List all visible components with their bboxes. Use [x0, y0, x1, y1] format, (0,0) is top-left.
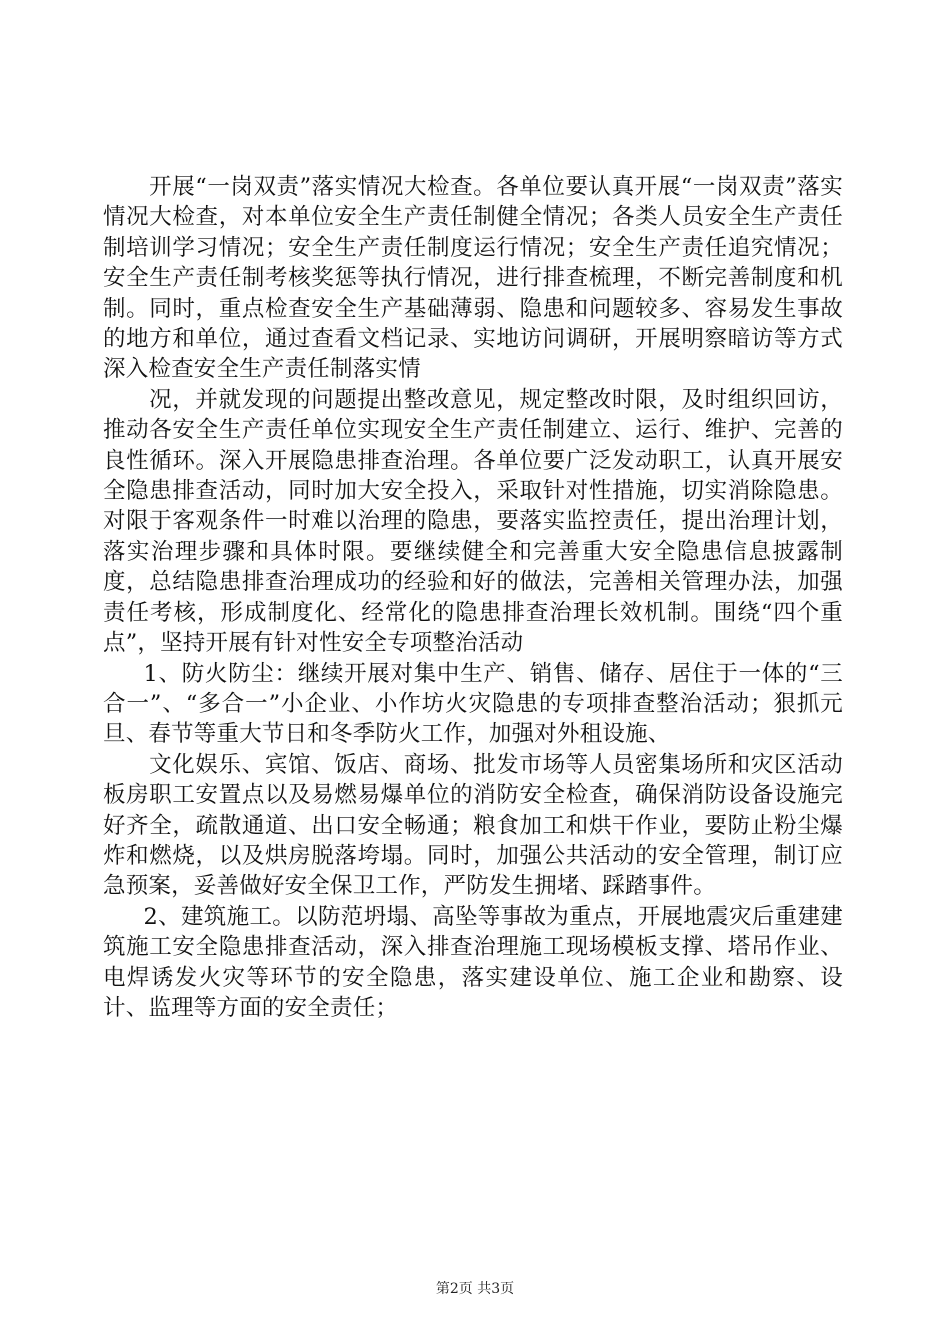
document-body	[103, 172, 843, 1023]
paragraph-5: 2、建筑施工。以防范坍塌、高坠等事故为重点，开展地震灾后重建建筑施工安全隐患排查活动，深入排查治理施工现场模板支撑、塔吊作业、电焊诱发火灾等环节的安全隐患，落实建设单位、施工企业和勘察、设计、监理等方面的安全责任；	[103, 903, 843, 1021]
paragraph-1: 开展“一岗双责”落实情况大检查。各单位要认真开展“一岗双责”落实情况大检查，对本单位安全生产责任制健全情况；各类人员安全生产责任制培训学习情况；安全生产责任制度运行情况；安全生产责任追究情况；安全生产责任制考核奖惩等执行情况，进行排查梳理，不断完善制度和机制。同时，重点检查安全生产基础薄弱、隐患和问题较多、容易发生事故的地方和单位，通过查看文档记录、实地访问调研，开展明察暗访等方式深入检查安全生产责任制落实情	[103, 174, 843, 383]
page-footer: 第2页 共3页	[435, 1281, 515, 1297]
paragraph-3: 1、防火防尘：继续开展对集中生产、销售、储存、居住于一体的“三合一”、“多合一”小企业、小作坊火灾隐患的专项排查整治活动；狠抓元旦、春节等重大节日和冬季防火工作，加强对外租设施、	[103, 660, 843, 748]
paragraph-2: 况，并就发现的问题提出整改意见，规定整改时限，及时组织回访，推动各安全生产责任单位实现安全生产责任制建立、运行、维护、完善的良性循环。深入开展隐患排查治理。各单位要广泛发动职工，认真开展安全隐患排查活动，同时加大安全投入，采取针对性措施，切实消除隐患。对限于客观条件一时难以治理的隐患，要落实监控责任，提出治理计划，落实治理步骤和具体时限。要继续健全和完善重大安全隐患信息披露制度，总结隐患排查治理成功的经验和好的做法，完善相关管理办法，加强责任考核，形成制度化、经常化的隐患排查治理长效机制。围绕“四个重点”，坚持开展有针对性安全专项整治活动	[103, 386, 843, 657]
paragraph-4: 文化娱乐、宾馆、饭店、商场、批发市场等人员密集场所和灾区活动板房职工安置点以及易燃易爆单位的消防安全检查，确保消防设备设施完好齐全，疏散通道、出口安全畅通；粮食加工和烘干作业，要防止粉尘爆炸和燃烧，以及烘房脱落垮塌。同时，加强公共活动的安全管理，制订应急预案，妥善做好安全保卫工作，严防发生拥堵、踩踏事件。	[103, 751, 843, 900]
